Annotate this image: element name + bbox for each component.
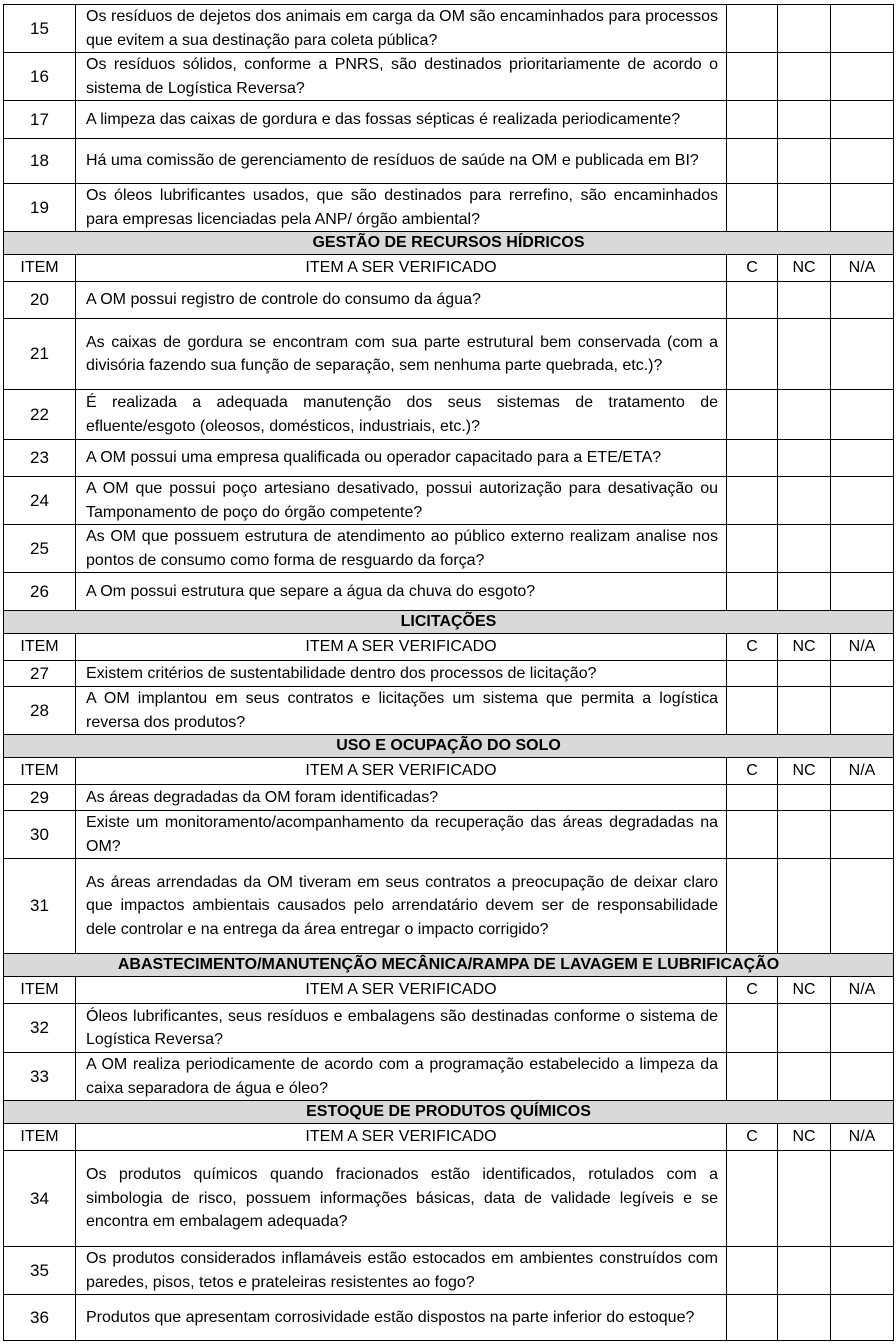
c-check-cell[interactable] — [727, 5, 778, 53]
description-column-header: ITEM A SER VERIFICADO — [76, 255, 727, 282]
item-question: Os produtos considerados inflamáveis estão estocados em ambientes construídos com paredes, pisos, tetos e prateleiras resistentes ao fogo? — [76, 1247, 727, 1295]
na-check-cell[interactable] — [831, 5, 894, 53]
nc-check-cell[interactable] — [778, 859, 831, 954]
section-header — [4, 954, 894, 977]
nc-check-cell[interactable] — [778, 101, 831, 139]
na-check-cell[interactable] — [831, 1247, 894, 1295]
description-column-header: ITEM A SER VERIFICADO — [76, 977, 727, 1004]
na-check-cell[interactable] — [831, 687, 894, 735]
item-question: Existem critérios de sustentabilidade dentro dos processos de licitação? — [76, 661, 727, 687]
item-number: 34 — [4, 1151, 76, 1247]
na-column-header: N/A — [831, 758, 894, 785]
item-number: 15 — [4, 5, 76, 53]
c-column-header: C — [727, 634, 778, 661]
na-check-cell[interactable] — [831, 1151, 894, 1247]
c-check-cell[interactable] — [727, 1247, 778, 1295]
table-row — [4, 573, 894, 611]
item-number: 29 — [4, 785, 76, 811]
item-question: A limpeza das caixas de gordura e das fossas sépticas é realizada periodicamente? — [76, 101, 727, 139]
item-number: 35 — [4, 1247, 76, 1295]
item-question: As OM que possuem estrutura de atendimento ao público externo realizam analise nos pontos de consumo como forma de resguardo da força? — [76, 525, 727, 573]
table-row — [4, 1053, 894, 1101]
section-header — [4, 1101, 894, 1124]
c-check-cell[interactable] — [727, 785, 778, 811]
column-header-row — [4, 977, 894, 1004]
section-title: USO E OCUPAÇÃO DO SOLO — [4, 735, 894, 758]
na-check-cell[interactable] — [831, 1004, 894, 1053]
table-row — [4, 477, 894, 525]
na-check-cell[interactable] — [831, 139, 894, 184]
nc-check-cell[interactable] — [778, 785, 831, 811]
table-row — [4, 661, 894, 687]
item-number: 18 — [4, 139, 76, 184]
na-check-cell[interactable] — [831, 1295, 894, 1341]
nc-check-cell[interactable] — [778, 440, 831, 477]
na-check-cell[interactable] — [831, 1053, 894, 1101]
item-number: 23 — [4, 440, 76, 477]
item-question: A Om possui estrutura que separe a água da chuva do esgoto? — [76, 573, 727, 611]
item-column-header: ITEM — [4, 255, 76, 282]
na-check-cell[interactable] — [831, 859, 894, 954]
nc-column-header: NC — [778, 255, 831, 282]
c-column-header: C — [727, 977, 778, 1004]
nc-check-cell[interactable] — [778, 184, 831, 232]
c-check-cell[interactable] — [727, 661, 778, 687]
na-check-cell[interactable] — [831, 785, 894, 811]
table-row — [4, 184, 894, 232]
nc-check-cell[interactable] — [778, 53, 831, 101]
section-header — [4, 232, 894, 255]
item-question: Os resíduos sólidos, conforme a PNRS, são destinados prioritariamente de acordo o sistema de Logística Reversa? — [76, 53, 727, 101]
item-question: Os produtos químicos quando fracionados estão identificados, rotulados com a simbologia de risco, possuem informações básicas, data de validade legíveis e se encontra em embalagem adequada? — [76, 1151, 727, 1247]
item-question: Existe um monitoramento/acompanhamento da recuperação das áreas degradadas na OM? — [76, 811, 727, 859]
column-header-row — [4, 634, 894, 661]
na-check-cell[interactable] — [831, 573, 894, 611]
section-title: GESTÃO DE RECURSOS HÍDRICOS — [4, 232, 894, 255]
table-row — [4, 390, 894, 440]
nc-check-cell[interactable] — [778, 661, 831, 687]
section-title: ESTOQUE DE PRODUTOS QUÍMICOS — [4, 1101, 894, 1124]
nc-check-cell[interactable] — [778, 5, 831, 53]
nc-check-cell[interactable] — [778, 139, 831, 184]
table-row — [4, 1247, 894, 1295]
description-column-header: ITEM A SER VERIFICADO — [76, 634, 727, 661]
c-check-cell[interactable] — [727, 525, 778, 573]
item-question: A OM possui registro de controle do consumo da água? — [76, 282, 727, 319]
c-check-cell[interactable] — [727, 53, 778, 101]
item-question: Os resíduos de dejetos dos animais em carga da OM são encaminhados para processos que evitem a sua destinação para coleta pública? — [76, 5, 727, 53]
table-row — [4, 1151, 894, 1247]
item-question: A OM implantou em seus contratos e licitações um sistema que permita a logística reversa dos produtos? — [76, 687, 727, 735]
column-header-row — [4, 1124, 894, 1151]
nc-column-header: NC — [778, 758, 831, 785]
na-check-cell[interactable] — [831, 53, 894, 101]
na-check-cell[interactable] — [831, 477, 894, 525]
item-number: 25 — [4, 525, 76, 573]
nc-check-cell[interactable] — [778, 525, 831, 573]
item-question: Os óleos lubrificantes usados, que são destinados para rerrefino, são encaminhados para empresas licenciadas pela ANP/ órgão ambiental? — [76, 184, 727, 232]
nc-check-cell[interactable] — [778, 477, 831, 525]
section-header — [4, 735, 894, 758]
c-check-cell[interactable] — [727, 859, 778, 954]
column-header-row — [4, 758, 894, 785]
na-check-cell[interactable] — [831, 440, 894, 477]
item-number: 30 — [4, 811, 76, 859]
na-check-cell[interactable] — [831, 101, 894, 139]
table-row — [4, 785, 894, 811]
c-check-cell[interactable] — [727, 1151, 778, 1247]
nc-column-header: NC — [778, 977, 831, 1004]
item-column-header: ITEM — [4, 1124, 76, 1151]
description-column-header: ITEM A SER VERIFICADO — [76, 758, 727, 785]
item-number: 26 — [4, 573, 76, 611]
na-check-cell[interactable] — [831, 811, 894, 859]
c-check-cell[interactable] — [727, 390, 778, 440]
table-row — [4, 687, 894, 735]
table-row — [4, 440, 894, 477]
c-check-cell[interactable] — [727, 184, 778, 232]
nc-check-cell[interactable] — [778, 687, 831, 735]
nc-check-cell[interactable] — [778, 390, 831, 440]
c-check-cell[interactable] — [727, 282, 778, 319]
nc-check-cell[interactable] — [778, 1295, 831, 1341]
c-check-cell[interactable] — [727, 573, 778, 611]
c-check-cell[interactable] — [727, 811, 778, 859]
nc-check-cell[interactable] — [778, 1053, 831, 1101]
c-check-cell[interactable] — [727, 1053, 778, 1101]
nc-check-cell[interactable] — [778, 319, 831, 390]
na-check-cell[interactable] — [831, 661, 894, 687]
section-title: LICITAÇÕES — [4, 611, 894, 634]
item-number: 36 — [4, 1295, 76, 1341]
item-question: As caixas de gordura se encontram com sua parte estrutural bem conservada (com a divisória fazendo sua função de separação, sem nenhuma parte quebrada, etc.)? — [76, 319, 727, 390]
c-column-header: C — [727, 1124, 778, 1151]
table-row — [4, 319, 894, 390]
nc-check-cell[interactable] — [778, 1247, 831, 1295]
na-column-header: N/A — [831, 1124, 894, 1151]
c-check-cell[interactable] — [727, 319, 778, 390]
na-check-cell[interactable] — [831, 319, 894, 390]
table-row — [4, 5, 894, 53]
c-column-header: C — [727, 255, 778, 282]
item-number: 16 — [4, 53, 76, 101]
section-header — [4, 611, 894, 634]
column-header-row — [4, 255, 894, 282]
item-question: As áreas degradadas da OM foram identificadas? — [76, 785, 727, 811]
na-column-header: N/A — [831, 634, 894, 661]
item-number: 31 — [4, 859, 76, 954]
c-check-cell[interactable] — [727, 1295, 778, 1341]
nc-check-cell[interactable] — [778, 573, 831, 611]
item-number: 19 — [4, 184, 76, 232]
item-number: 33 — [4, 1053, 76, 1101]
nc-check-cell[interactable] — [778, 1004, 831, 1053]
item-question: As áreas arrendadas da OM tiveram em seus contratos a preocupação de deixar claro que impactos ambientais causados pelo arrendatário devem ser de responsabilidade dele controlar e na entrega da área entregar o impacto corrigido? — [76, 859, 727, 954]
item-column-header: ITEM — [4, 977, 76, 1004]
nc-check-cell[interactable] — [778, 282, 831, 319]
nc-check-cell[interactable] — [778, 1151, 831, 1247]
na-check-cell[interactable] — [831, 390, 894, 440]
item-question: A OM que possui poço artesiano desativado, possui autorização para desativação ou Tamponamento de poço do órgão competente? — [76, 477, 727, 525]
item-question: A OM realiza periodicamente de acordo com a programação estabelecido a limpeza da caixa separadora de água e óleo? — [76, 1053, 727, 1101]
c-check-cell[interactable] — [727, 687, 778, 735]
table-row — [4, 53, 894, 101]
c-check-cell[interactable] — [727, 440, 778, 477]
c-check-cell[interactable] — [727, 477, 778, 525]
description-column-header: ITEM A SER VERIFICADO — [76, 1124, 727, 1151]
item-number: 17 — [4, 101, 76, 139]
c-check-cell[interactable] — [727, 139, 778, 184]
c-check-cell[interactable] — [727, 101, 778, 139]
item-column-header: ITEM — [4, 758, 76, 785]
table-row — [4, 859, 894, 954]
table-row — [4, 101, 894, 139]
c-check-cell[interactable] — [727, 1004, 778, 1053]
table-row — [4, 282, 894, 319]
item-number: 24 — [4, 477, 76, 525]
item-question: A OM possui uma empresa qualificada ou operador capacitado para a ETE/ETA? — [76, 440, 727, 477]
item-question: Há uma comissão de gerenciamento de resíduos de saúde na OM e publicada em BI? — [76, 139, 727, 184]
item-question: Óleos lubrificantes, seus resíduos e embalagens são destinadas conforme o sistema de Logística Reversa? — [76, 1004, 727, 1053]
item-number: 20 — [4, 282, 76, 319]
item-column-header: ITEM — [4, 634, 76, 661]
na-check-cell[interactable] — [831, 184, 894, 232]
na-check-cell[interactable] — [831, 282, 894, 319]
checklist-table — [3, 4, 894, 1341]
item-number: 32 — [4, 1004, 76, 1053]
nc-check-cell[interactable] — [778, 811, 831, 859]
na-column-header: N/A — [831, 977, 894, 1004]
table-row — [4, 139, 894, 184]
c-column-header: C — [727, 758, 778, 785]
nc-column-header: NC — [778, 634, 831, 661]
item-number: 28 — [4, 687, 76, 735]
na-column-header: N/A — [831, 255, 894, 282]
table-row — [4, 1295, 894, 1341]
nc-column-header: NC — [778, 1124, 831, 1151]
table-row — [4, 525, 894, 573]
table-row — [4, 1004, 894, 1053]
item-number: 22 — [4, 390, 76, 440]
item-question: Produtos que apresentam corrosividade estão dispostos na parte inferior do estoque? — [76, 1295, 727, 1341]
section-title: ABASTECIMENTO/MANUTENÇÃO MECÂNICA/RAMPA DE LAVAGEM E LUBRIFICAÇÃO — [4, 954, 894, 977]
item-question: É realizada a adequada manutenção dos seus sistemas de tratamento de efluente/esgoto (oleosos, domésticos, industriais, etc.)? — [76, 390, 727, 440]
na-check-cell[interactable] — [831, 525, 894, 573]
table-row — [4, 811, 894, 859]
item-number: 27 — [4, 661, 76, 687]
item-number: 21 — [4, 319, 76, 390]
